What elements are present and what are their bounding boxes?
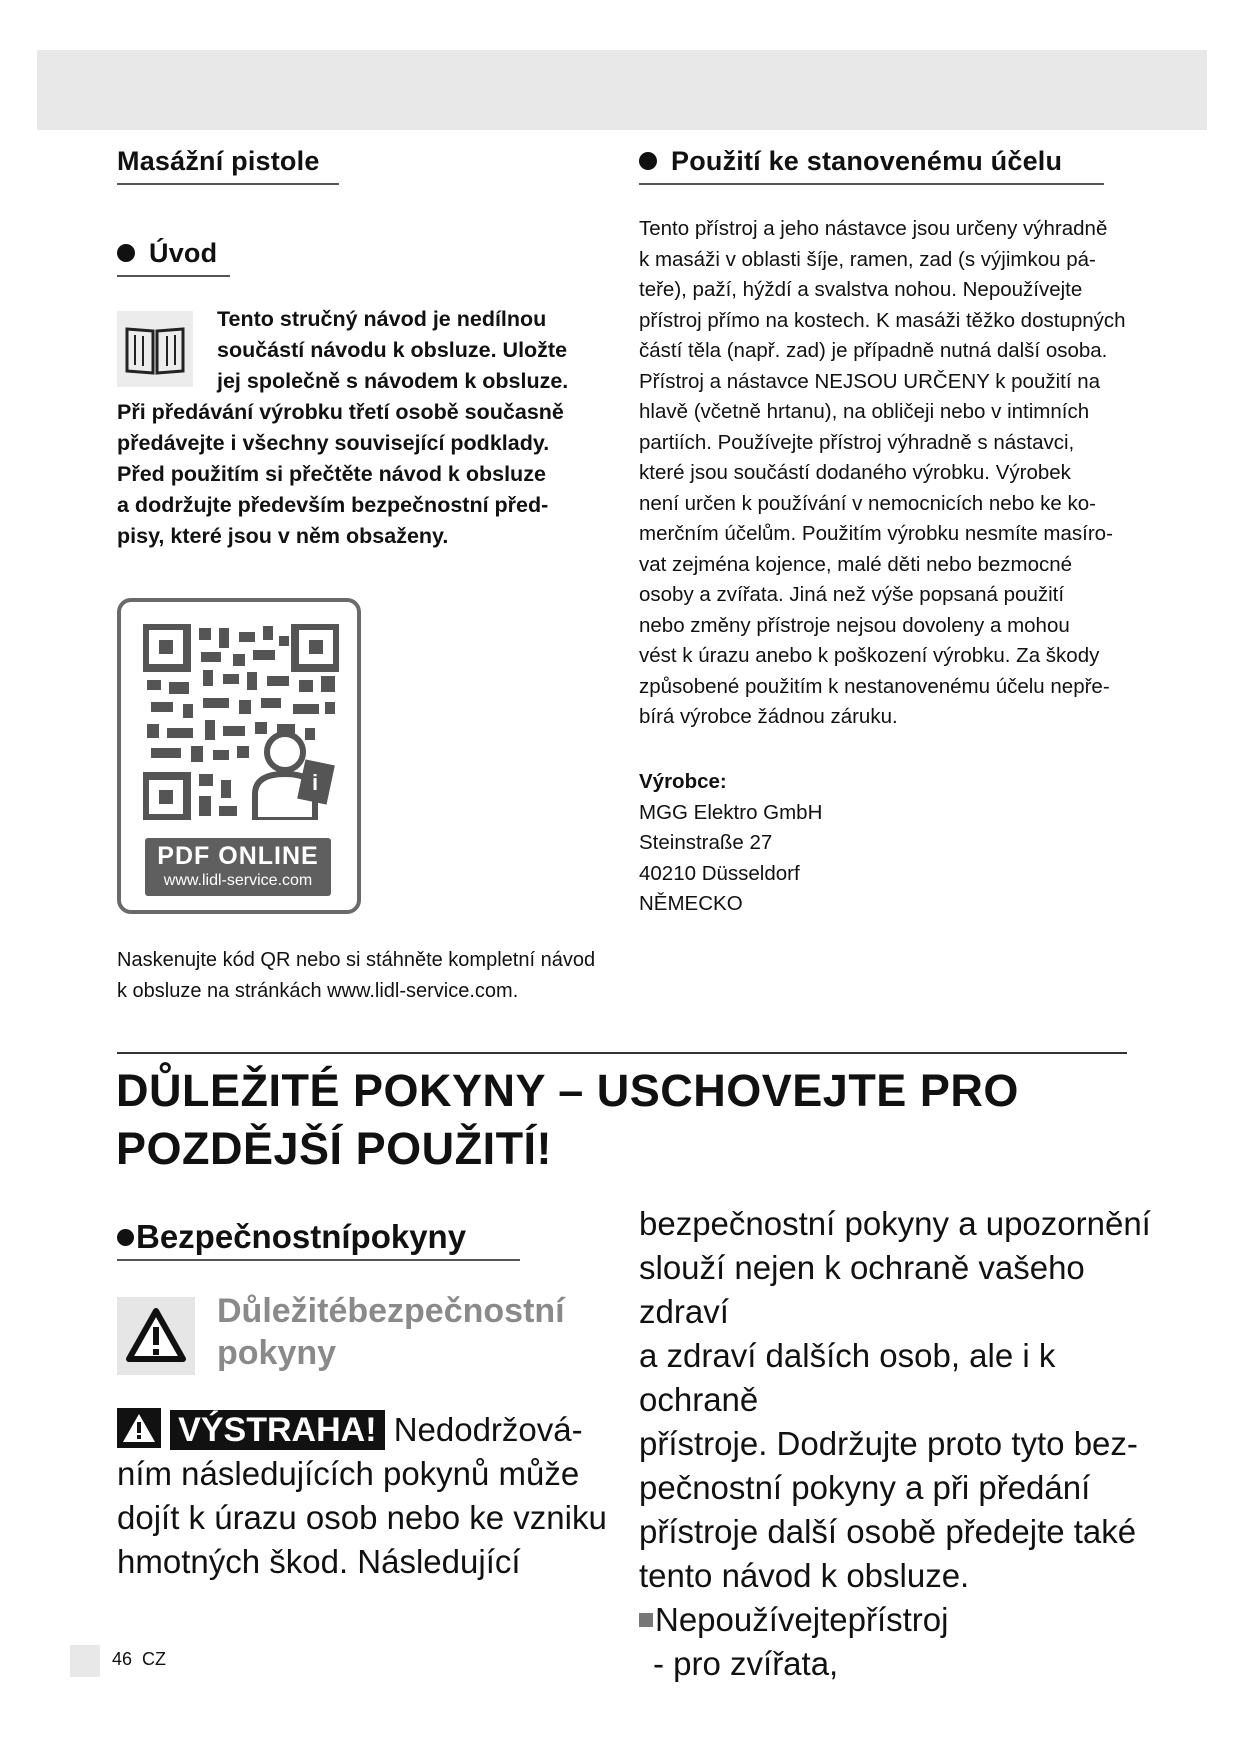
page-marker — [70, 1645, 100, 1677]
bullet-icon — [117, 244, 135, 262]
warning-triangle-icon — [117, 1408, 161, 1448]
intro-text-bottom: Při předávání výrobku třetí osobě současně předávejte i všechny související podklady. Před použitím si přečtěte návod k obsluze a dodržujte především bezpečnostní před- pisy, které jsou v něm obsaženy. — [117, 400, 564, 548]
page-number: 46 CZ — [112, 1649, 167, 1669]
list-subitem: - pro zvířata, — [653, 1645, 839, 1682]
svg-text:i: i — [312, 770, 319, 795]
qr-code-icon — [143, 624, 339, 820]
manufacturer-label: Výrobce: — [639, 770, 727, 793]
intended-use-body: Tento přístroj a jeho nástavce jsou určeny výhradně k masáži v oblasti šíje, ramen, zad (s výjimkou pá- teře), paží, hýždí a svalstva nohou. Nepoužívejte přístroj přímo na kostech. K masáži těžko dostupných částí těla (např. zad) je případně nutná další osoba. Přístroj a nástavce NEJSOU URČENY k použití na hlavě (včetně hrtanu), na obličeji nebo v intimních partiích. Používejte přístroj výhradně s nástavci, které jsou součástí dodaného výrobku. Výrobek není určen k používání v nemocnicích nebo ke ko- merčním účelům. Použitím výrobku nesmíte masíro- vat zejména kojence, malé děti nebo bezmocné osoby a zvířata. Jiná než výše popsaná použití nebo změny přístroje nejsou dovoleny a mohou vést k úrazu anebo k poškození výrobku. Za škody způsobené použitím k nestanovenému účelu nepře- bírá výrobce žádnou záruku. — [639, 217, 1126, 728]
square-bullet-icon — [639, 1613, 653, 1627]
important-safety-subheading: Důležitébezpečnostní pokyny — [217, 1292, 565, 1372]
intro-heading: Úvod — [117, 238, 230, 277]
warning-paragraph: VÝSTRAHA! Nedodržová- ním následujících pokynů může dojít k úrazu osob nebo ke vzniku hmotných škod. Následující — [117, 1408, 637, 1584]
book-icon — [117, 311, 193, 387]
intended-use-heading: Použití ke stanovenému účelu — [639, 146, 1104, 185]
qr-caption: Naskenujte kód QR nebo si stáhněte kompletní návod k obsluze na stránkách www.lidl-service.com. — [117, 949, 596, 1002]
safety-heading: Bezpečnostnípokyny — [117, 1217, 520, 1261]
header-band — [37, 50, 1207, 130]
intro-text-top: Tento stručný návod je nedílnou součástí návodu k obsluze. Uložte jej společně s návodem k obsluze. — [217, 307, 569, 393]
list-item: Nepoužívejtepřístroj — [639, 1598, 1159, 1642]
manufacturer-block: Výrobce: MGG Elektro GmbH Steinstraße 27 40210 Düsseldorf NĚMECKO — [639, 767, 1039, 920]
warning-triangle-icon — [117, 1297, 195, 1375]
bullet-icon — [639, 152, 657, 170]
section-divider — [117, 1052, 1127, 1054]
pdf-online-badge: PDF ONLINE www.lidl-service.com — [145, 838, 331, 896]
bullet-icon — [117, 1229, 134, 1246]
warning-label: VÝSTRAHA! — [170, 1410, 384, 1450]
product-title: Masážní pistole — [117, 146, 339, 185]
qr-code-card[interactable] — [117, 598, 361, 914]
safety-intro-paragraph: bezpečnostní pokyny a upozornění slouží nejen k ochraně vašeho zdraví a zdraví dalších osob, ale i k ochraně přístroje. Dodržujte proto tyto bez- pečnostní pokyny a při předání přístroje další osobě předejte také tento návod k obsluze. Nepoužívejtepřístroj - pro zvířata, — [639, 1202, 1159, 1686]
section-title: DŮLEŽITÉ POKYNY – USCHOVEJTE PRO POZDĚJŠÍ POUŽITÍ! — [116, 1065, 1019, 1174]
